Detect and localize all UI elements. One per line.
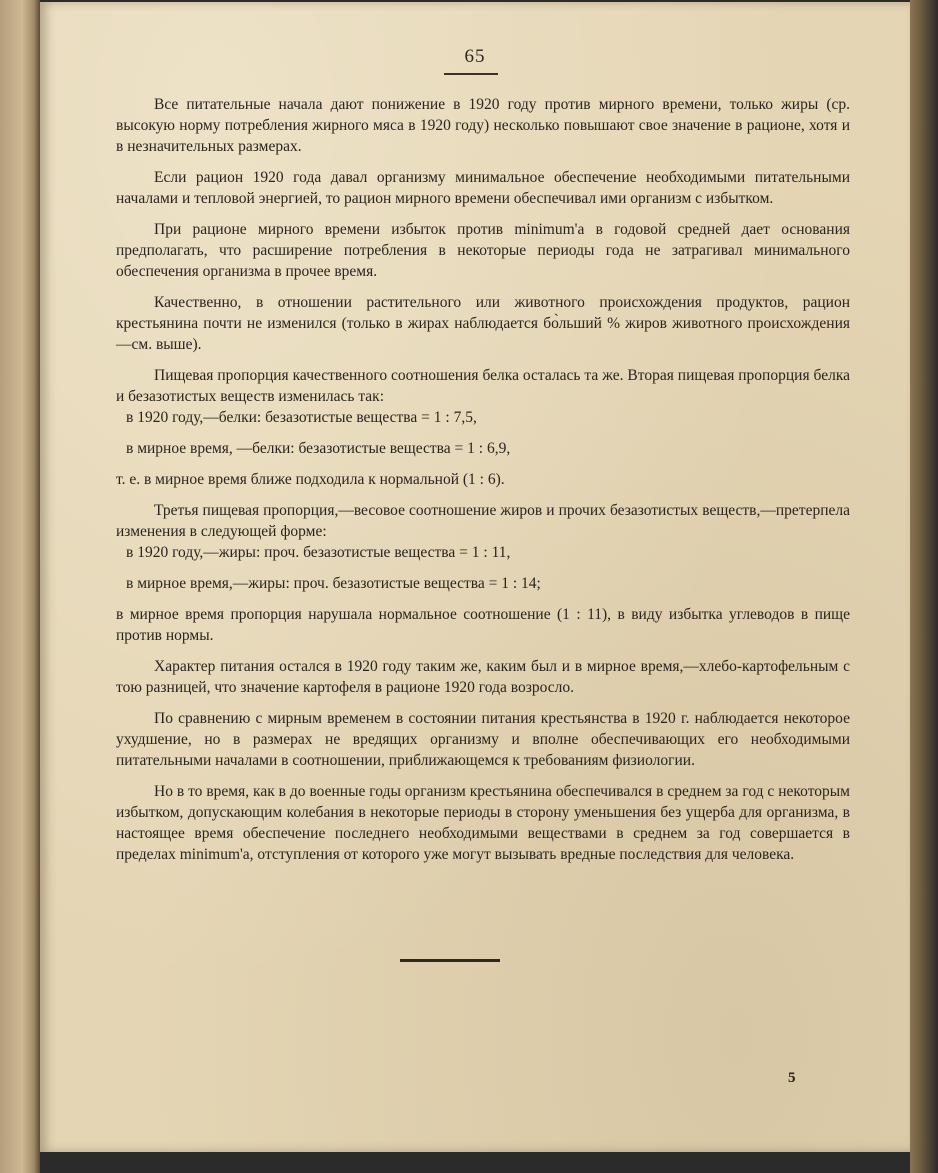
page-number-underline: [444, 73, 498, 75]
page-number: 65: [464, 46, 486, 67]
paragraph-comparison: По сравнению с мирным временем в состоянии питания крестьянства в 1920 г. наблюдается некоторое ухудшение, но в размерах не вредящих организму и вполне обеспечивающих его необходимыми питательными началами в соотношении, приближающемся к требованиям физиологии.: [116, 710, 850, 769]
book-page: [40, 2, 910, 1152]
formula-protein-peacetime: в мирное время, —белки: безазотистые вещества = 1 : 6,9,: [126, 440, 511, 457]
formula-fat-peacetime: в мирное время,—жиры: проч. безазотистые вещества = 1 : 14;: [126, 575, 541, 592]
section-end-rule: [400, 959, 500, 962]
page-right-edge: [910, 0, 938, 1173]
paragraph-5: Пищевая пропорция качественного соотношения белка осталась та же. Вторая пищевая пропорция белка и безазотистых веществ изменилась так:: [116, 367, 850, 405]
paragraph-4: Качественно, в отношении растительного или животного происхождения продуктов, рацион крестьянина почти не изменился (только в жирах наблюдается бо̀льший % жиров животного происхождения—см. выше).: [116, 294, 850, 353]
fat-formulas: [116, 542, 850, 594]
paragraph-1: Все питательные начала дают понижение в 1920 году против мирного времени, только жиры (ср. высокую норму потребления жирного мяса в 1920 году) несколько повышают свое значение в рационе, хотя и в незначительных размерах.: [116, 96, 850, 155]
page-body: [116, 94, 850, 875]
paragraph-fat-note: в мирное время пропорция нарушала нормальное соотношение (1 : 11), в виду избытка углеводов в пище против нормы.: [116, 606, 850, 644]
formula-protein-1920: в 1920 году,—белки: безазотистые вещества = 1 : 7,5,: [126, 409, 477, 426]
formula-fat-1920: в 1920 году,—жиры: проч. безазотистые вещества = 1 : 11,: [126, 544, 511, 561]
paragraph-2: Если рацион 1920 года давал организму минимальное обеспечение необходимыми питательными началами и тепловой энергией, то рацион мирного времени обеспечивал ими организм с избытком.: [116, 169, 850, 207]
paragraph-third-proportion: Третья пищевая пропорция,—весовое соотношение жиров и прочих безазотистых веществ,—претерпела изменения в следующей форме:: [116, 502, 850, 540]
previous-page-edge: [0, 0, 40, 1173]
signature-mark: 5: [788, 1070, 796, 1086]
formula-protein-conclusion: т. е. в мирное время ближе подходила к нормальной (1 : 6).: [116, 471, 505, 488]
protein-formulas: [116, 407, 850, 490]
paragraph-3: При рационе мирного времени избыток против minimum'а в годовой средней дает основания предполагать, что расширение потребления в некоторые периоды года не затрагивал минимального обеспечения организма в прочее время.: [116, 221, 850, 280]
paragraph-conclusion: Но в то время, как в до военные годы организм крестьянина обеспечивался в среднем за год с некоторым избытком, допускающим колебания в некоторые периоды в сторону уменьшения без ущерба для организма, в настоящее время обеспечение последнего необходимыми веществами в среднем за год совершается в пределах minimum'а, отступления от которого уже могут вызывать вредные последствия для человека.: [116, 783, 850, 863]
paragraph-character: Характер питания остался в 1920 году таким же, каким был и в мирное время,—хлебо-картофельным с тою разницей, что значение картофеля в рационе 1920 года возросло.: [116, 658, 850, 696]
